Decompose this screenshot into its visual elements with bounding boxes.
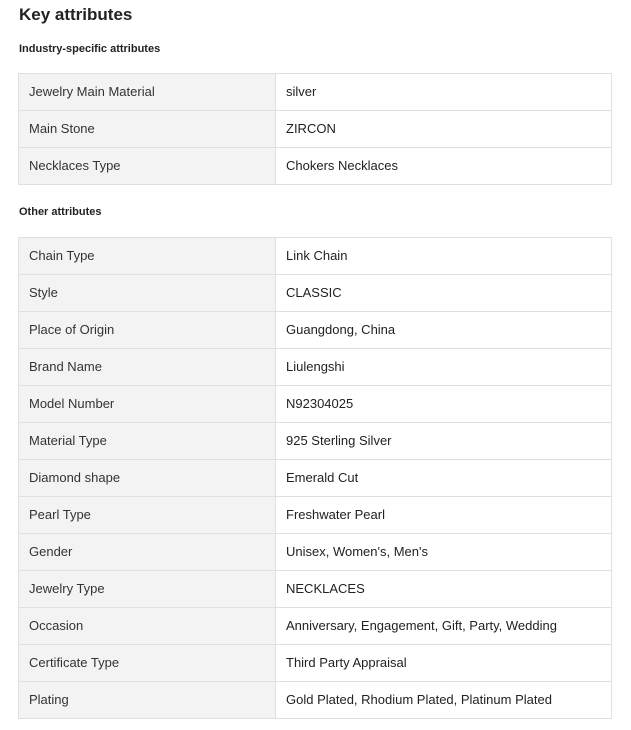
- table-row: [19, 111, 612, 148]
- attribute-value: N92304025: [276, 386, 612, 423]
- table-row: [19, 275, 612, 312]
- attribute-name: Pearl Type: [19, 497, 276, 534]
- section-title-industry-specific: Industry-specific attributes: [19, 43, 161, 55]
- table-row: [19, 423, 612, 460]
- attribute-value: Link Chain: [276, 238, 612, 275]
- attribute-name: Diamond shape: [19, 460, 276, 497]
- attribute-value: Gold Plated, Rhodium Plated, Platinum Plated: [276, 682, 612, 719]
- table-row: [19, 148, 612, 185]
- attribute-value: Emerald Cut: [276, 460, 612, 497]
- table-row: [19, 74, 612, 111]
- attribute-name: Material Type: [19, 423, 276, 460]
- attribute-value: 925 Sterling Silver: [276, 423, 612, 460]
- attribute-name: Place of Origin: [19, 312, 276, 349]
- table-row: [19, 386, 612, 423]
- industry-specific-attributes-table: [18, 73, 612, 185]
- attribute-value: Unisex, Women's, Men's: [276, 534, 612, 571]
- page-title: Key attributes: [19, 5, 133, 24]
- table-row: [19, 571, 612, 608]
- table-row: [19, 349, 612, 386]
- attribute-name: Plating: [19, 682, 276, 719]
- attribute-name: Necklaces Type: [19, 148, 276, 185]
- attribute-value: CLASSIC: [276, 275, 612, 312]
- table-row: [19, 534, 612, 571]
- attribute-value: Guangdong, China: [276, 312, 612, 349]
- attribute-value: Chokers Necklaces: [276, 148, 612, 185]
- table-row: [19, 460, 612, 497]
- section-title-other: Other attributes: [19, 206, 102, 218]
- attribute-name: Jewelry Type: [19, 571, 276, 608]
- attribute-value: Freshwater Pearl: [276, 497, 612, 534]
- attribute-name: Model Number: [19, 386, 276, 423]
- other-attributes-table: [18, 237, 612, 719]
- table-row: [19, 682, 612, 719]
- table-row: [19, 238, 612, 275]
- attribute-name: Chain Type: [19, 238, 276, 275]
- attribute-name: Brand Name: [19, 349, 276, 386]
- attribute-value: NECKLACES: [276, 571, 612, 608]
- attribute-name: Style: [19, 275, 276, 312]
- attribute-name: Gender: [19, 534, 276, 571]
- attribute-name: Certificate Type: [19, 645, 276, 682]
- table-row: [19, 312, 612, 349]
- attribute-value: Liulengshi: [276, 349, 612, 386]
- attribute-name: Main Stone: [19, 111, 276, 148]
- attribute-name: Occasion: [19, 608, 276, 645]
- table-row: [19, 608, 612, 645]
- attribute-value: Anniversary, Engagement, Gift, Party, Wedding: [276, 608, 612, 645]
- table-row: [19, 497, 612, 534]
- table-row: [19, 645, 612, 682]
- attribute-value: silver: [276, 74, 612, 111]
- attribute-value: ZIRCON: [276, 111, 612, 148]
- attribute-value: Third Party Appraisal: [276, 645, 612, 682]
- attribute-name: Jewelry Main Material: [19, 74, 276, 111]
